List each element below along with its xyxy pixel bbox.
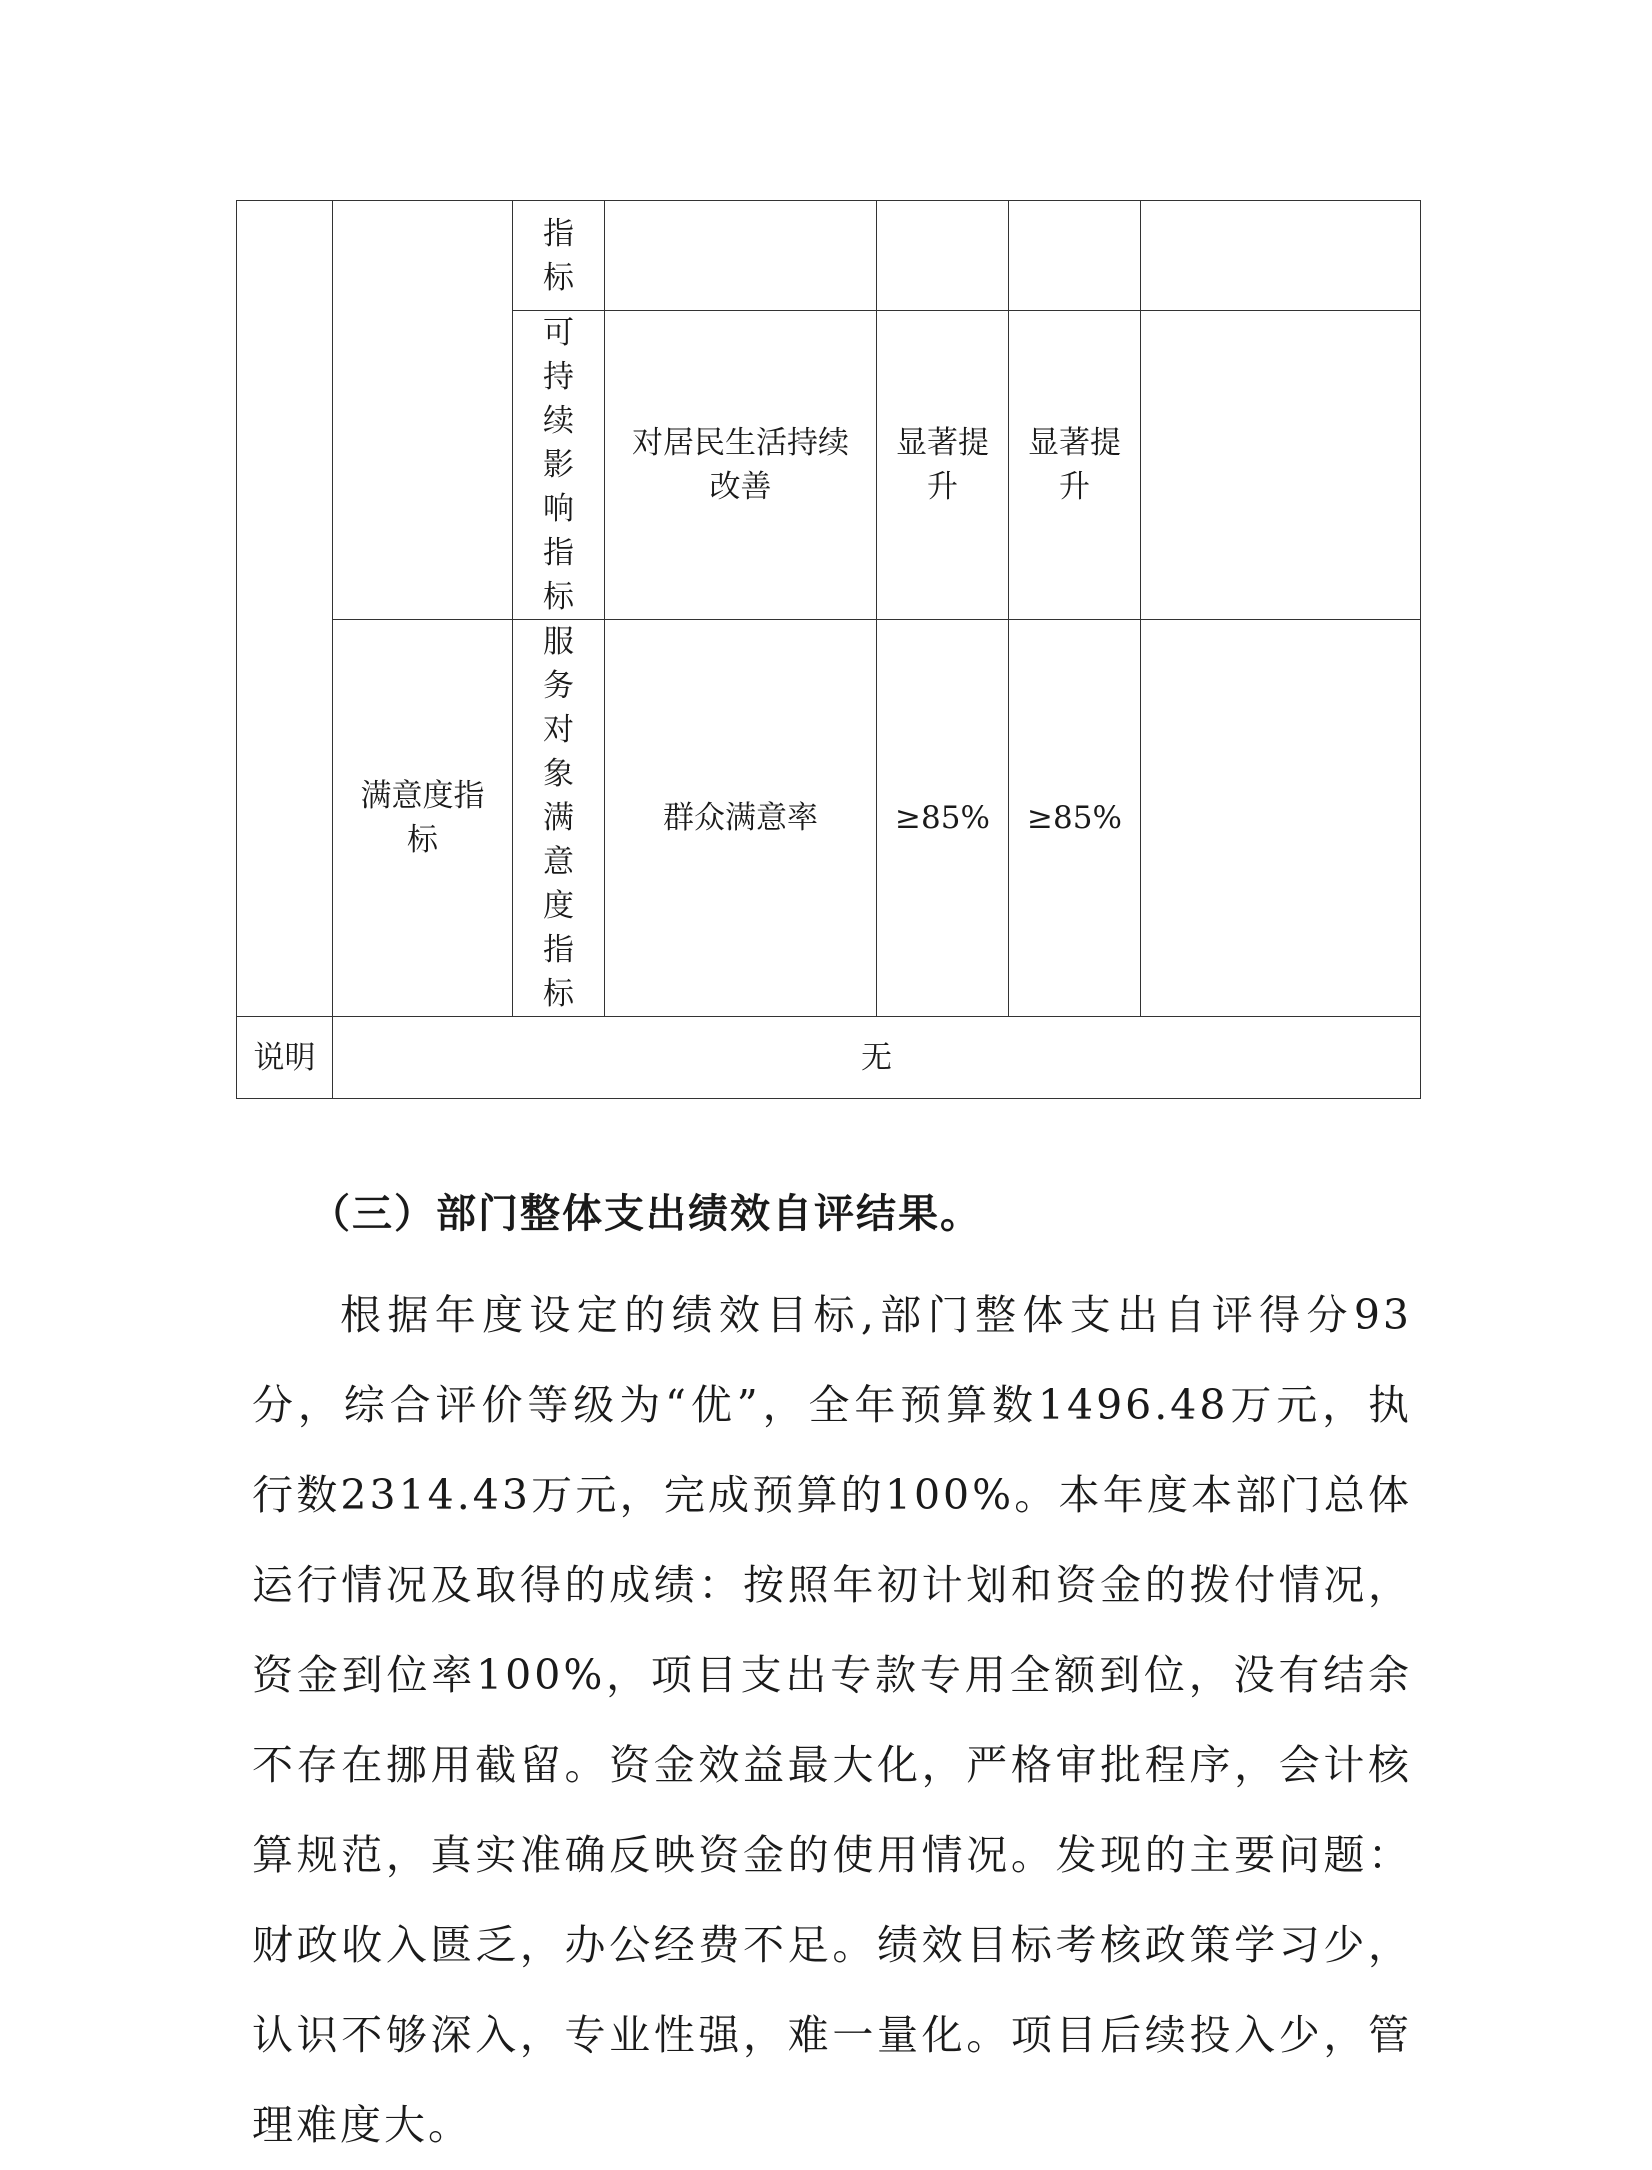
level3-cell: 服务对象满意度指标 xyxy=(513,620,605,1017)
remark-cell xyxy=(1141,620,1421,1017)
actual-cell: 显著提升 xyxy=(1009,311,1141,620)
section-heading: （三）部门整体支出绩效自评结果。 xyxy=(310,1190,982,1237)
note-row xyxy=(237,1017,1421,1099)
remark-cell xyxy=(1141,201,1421,311)
table-row xyxy=(237,201,1421,311)
level3-cell: 指标 xyxy=(513,201,605,311)
actual-cell: ≥85% xyxy=(1009,620,1141,1017)
actual-cell xyxy=(1009,201,1141,311)
target-cell: ≥85% xyxy=(877,620,1009,1017)
target-cell xyxy=(877,201,1009,311)
level1-cell xyxy=(237,201,333,1017)
section-paragraph: 根据年度设定的绩效目标,部门整体支出自评得分93分，综合评价等级为“优”，全年预算数1496.48万元，执行数2314.43万元，完成预算的100%。本年度本部门总体运行情况及取得的成绩：按照年初计划和资金的拨付情况，资金到位率100%，项目支出专款专用全额到位，没有结余不存在挪用截留。资金效益最大化，严格审批程序，会计核算规范，真实准确反映资金的使用情况。发现的主要问题：财政收入匮乏，办公经费不足。绩效目标考核政策学习少，认识不够深入，专业性强，难一量化。项目后续投入少，管理难度大。 xyxy=(252,1291,1412,2149)
indicator-cell: 对居民生活持续改善 xyxy=(605,311,877,620)
level3-cell: 可持续影响指标 xyxy=(513,311,605,620)
level2-cell: 满意度指标 xyxy=(333,620,513,1017)
indicator-cell: 群众满意率 xyxy=(605,620,877,1017)
note-label: 说明 xyxy=(237,1017,333,1099)
target-cell: 显著提升 xyxy=(877,311,1009,620)
level2-cell xyxy=(333,201,513,620)
performance-table xyxy=(236,200,1421,1099)
note-value: 无 xyxy=(333,1017,1421,1099)
indicator-cell xyxy=(605,201,877,311)
remark-cell xyxy=(1141,311,1421,620)
table-row xyxy=(237,620,1421,1017)
